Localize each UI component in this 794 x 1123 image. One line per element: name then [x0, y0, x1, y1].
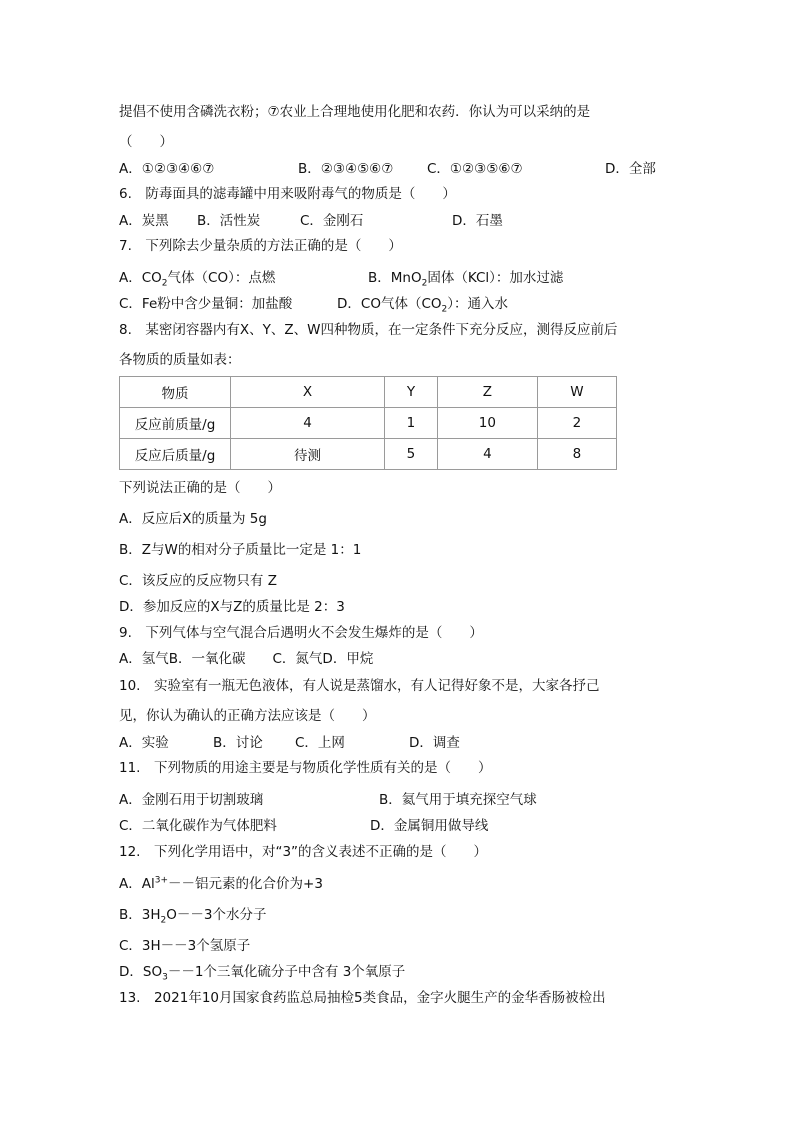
table-cell: 1: [385, 408, 438, 439]
q8-option-a: A．反应后X的质量为 5g: [119, 511, 267, 527]
q12-option-d: D．$SO_3--1$个三氧化硫分子中含有 3个氧原子: [119, 964, 406, 983]
text-line-1: 提倡不使用含磷洗衣粉；⑦农业上合理地使用化肥和农药．你认为可以采纳的是: [119, 104, 591, 120]
question-11: 11. 下列物质的用途主要是与物质化学性质有关的是（ ）: [119, 760, 492, 776]
q10-option-b: B．讨论: [213, 735, 263, 751]
question-9: 9. 下列气体与空气混合后遇明火不会发生爆炸的是（ ）: [119, 625, 483, 641]
q10-option-c: C．上网: [295, 735, 345, 751]
table-cell: 5: [385, 439, 438, 470]
question-8-cont: 各物质的质量如表：: [119, 352, 241, 368]
question-13: 13. 2021年10月国家食药监总局抽检5类食品，金字火腿生产的金华香肠被检出: [119, 990, 606, 1006]
table-header-cell: Y: [385, 377, 438, 408]
q10-option-a: A．实验: [119, 735, 169, 751]
q6-option-b: B．活性炭: [197, 213, 261, 229]
question-10: 10. 实验室有一瓶无色液体，有人说是蒸馏水，有人记得好象不是，大家各抒己: [119, 678, 600, 694]
q12-option-a: A．$Al^{3+}--$铝元素的化合价为+3: [119, 875, 323, 892]
q8-option-b: B．Z与W的相对分子质量比一定是 1：1: [119, 542, 362, 558]
table-cell: 反应后质量/g: [120, 439, 231, 470]
q6-option-c: C．金刚石: [300, 213, 364, 229]
question-6: 6. 防毒面具的滤毒罐中用来吸附毒气的物质是（ ）: [119, 186, 456, 202]
q11-option-c: C．二氧化碳作为气体肥料: [119, 818, 277, 834]
table-cell: 4: [437, 439, 537, 470]
q5-option-b: B．②③④⑤⑥⑦: [298, 161, 394, 177]
table-cell: 待测: [231, 439, 385, 470]
table-cell: 8: [537, 439, 616, 470]
table-header-cell: Z: [437, 377, 537, 408]
q5-option-d: D．全部: [605, 161, 656, 177]
question-10-cont: 见，你认为确认的正确方法应该是（ ）: [119, 708, 376, 724]
question-12: 12. 下列化学用语中，对“3”的含义表述不正确的是（ ）: [119, 844, 488, 860]
q8-option-d: D．参加反应的X与Z的质量比是 2：3: [119, 599, 345, 615]
table-cell: 反应前质量/g: [120, 408, 231, 439]
table-cell: 2: [537, 408, 616, 439]
mass-table: [119, 376, 617, 470]
q5-option-a: A．①②③④⑥⑦: [119, 161, 215, 177]
q5-option-c: C．①②③⑤⑥⑦: [427, 161, 523, 177]
q7-option-d: D．CO气体$(CO_2)$：通入水: [337, 296, 508, 315]
text-line-2: （ ）: [119, 134, 173, 150]
q6-option-d: D．石墨: [452, 213, 503, 229]
q11-option-a: A．金刚石用于切割玻璃: [119, 792, 264, 808]
question-8-prompt: 下列说法正确的是（ ）: [119, 480, 281, 496]
table-header-cell: 物质: [120, 377, 231, 408]
q12-option-b: B．$3H_2O--3$个水分子: [119, 907, 267, 926]
table-row: [120, 439, 617, 470]
q9-options: A．氢气B．一氧化碳 C．氮气D．甲烷: [119, 651, 374, 667]
table-header-row: [120, 377, 617, 408]
q12-option-c: C．3H－－3个氢原子: [119, 938, 251, 954]
q7-option-b: B．MnO$_2$固体（KCl）：加水过滤: [368, 270, 564, 289]
table-cell: 10: [437, 408, 537, 439]
table-row: [120, 408, 617, 439]
q8-option-c: C．该反应的反应物只有 Z: [119, 573, 277, 589]
q7-option-c: C．Fe粉中含少量铜：加盐酸: [119, 296, 293, 312]
q11-option-b: B．氦气用于填充探空气球: [379, 792, 537, 808]
table-header-cell: X: [231, 377, 385, 408]
q6-option-a: A．炭黑: [119, 213, 169, 229]
table-cell: 4: [231, 408, 385, 439]
question-7: 7. 下列除去少量杂质的方法正确的是（ ）: [119, 238, 402, 254]
table-header-cell: W: [537, 377, 616, 408]
q7-option-a: A．$CO_2$气体（CO）：点燃: [119, 270, 276, 289]
q11-option-d: D．金属铜用做导线: [370, 818, 489, 834]
q10-option-d: D．调查: [409, 735, 460, 751]
question-8: 8. 某密闭容器内有X、Y、Z、W四种物质，在一定条件下充分反应，测得反应前后: [119, 322, 618, 338]
